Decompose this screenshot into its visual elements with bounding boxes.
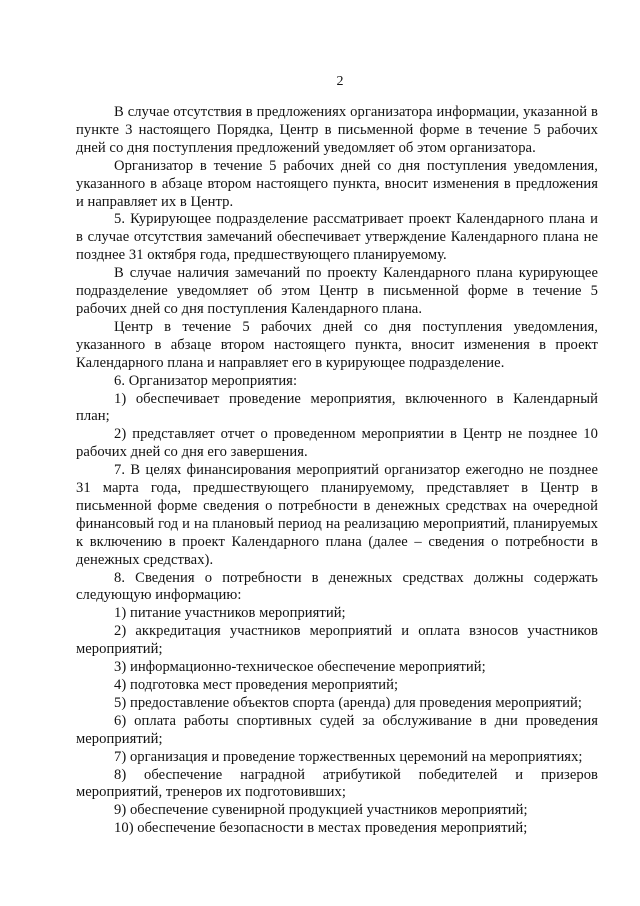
paragraph: 5. Курирующее подразделение рассматривает проект Календарного плана и в случае отсутствия замечаний обеспечивает утверждение Календарного плана не позднее 31 октября года, предшествующего планируемому. (76, 211, 598, 264)
paragraph: 6. Организатор мероприятия: (114, 372, 298, 389)
paragraph: В случае отсутствия в предложениях организатора информации, указанной в пункте 3 настоящего Порядка, Центр в письменной форме в течение 5 рабочих дней со дня поступления предложений уведомляет об этом организатора. (76, 104, 598, 156)
paragraph: Организатор в течение 5 рабочих дней со дня поступления уведомления, указанного в абзаце втором настоящего пункта, вносит изменения в предложения и направляет их в Центр. (76, 157, 598, 210)
paragraph: 7. В целях финансирования мероприятий организатор ежегодно не позднее 31 марта года, предшествующего планируемому, представляет в Центр в письменной форме сведения о потребности в денежных средствах на очередной финансовый год и на плановый период на реализацию мероприятий, планируемых к включению в проект Календарного плана (далее – сведения о потребности в денежных средствах). (76, 462, 598, 568)
paragraph: 8. Сведения о потребности в денежных средствах должны содержать следующую информацию: (76, 569, 598, 604)
paragraph: 6) оплата работы спортивных судей за обслуживание в дни проведения мероприятий; (76, 712, 598, 747)
paragraph: 1) питание участников мероприятий; (114, 605, 346, 622)
paragraph: 1) обеспечивает проведение мероприятия, включенного в Календарный план; (76, 390, 598, 425)
document-body (76, 104, 598, 838)
paragraph: 9) обеспечение сувенирной продукцией участников мероприятий; (114, 802, 528, 819)
paragraph: Центр в течение 5 рабочих дней со дня поступления уведомления, указанного в абзаце втором настоящего пункта, вносит изменения в проект Календарного плана и направляет его в курирующее подразделение. (76, 318, 598, 371)
paragraph: 3) информационно-техническое обеспечение мероприятий; (114, 659, 486, 676)
paragraph: В случае наличия замечаний по проекту Календарного плана курирующее подразделение уведомляет об этом Центр в письменной форме в течение 5 рабочих дней со дня поступления Календарного плана. (76, 265, 598, 317)
paragraph: 5) предоставление объектов спорта (аренда) для проведения мероприятий; (114, 694, 582, 711)
page-number: 2 (336, 74, 344, 89)
paragraph: 4) подготовка мест проведения мероприятий; (114, 677, 399, 693)
paragraph: 2) аккредитация участников мероприятий и оплата взносов участников мероприятий; (76, 623, 598, 658)
paragraph: 10) обеспечение безопасности в местах проведения мероприятий; (114, 820, 528, 837)
paragraph: 8) обеспечение наградной атрибутикой победителей и призеров мероприятий, тренеров их подготовивших; (76, 766, 598, 801)
paragraph: 7) организация и проведение торжественных церемоний на мероприятиях; (114, 748, 583, 765)
paragraph: 2) представляет отчет о проведенном мероприятии в Центр не позднее 10 рабочих дней со дня его завершения. (76, 426, 598, 461)
